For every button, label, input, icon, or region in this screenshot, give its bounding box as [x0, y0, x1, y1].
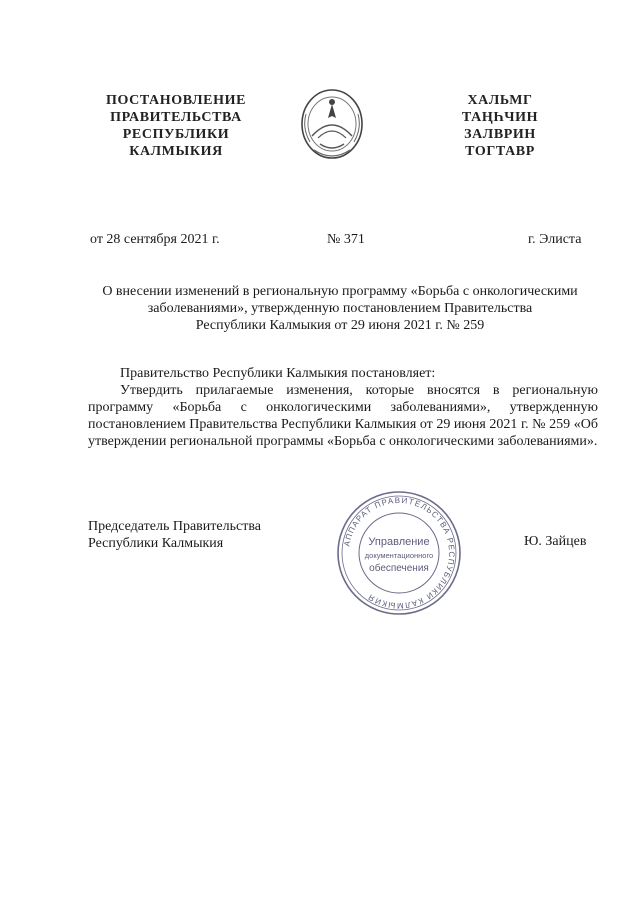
signer-title-line: Председатель Правительства	[88, 519, 261, 534]
header-left-line: РЕСПУБЛИКИ	[122, 127, 230, 142]
header-left-line: ПРАВИТЕЛЬСТВА	[110, 110, 242, 125]
official-stamp-icon	[334, 488, 464, 618]
header-right-line: ХАЛЬМГ	[467, 93, 533, 108]
signer-name: Ю. Зайцев	[524, 534, 587, 549]
header-left-line: КАЛМЫКИЯ	[129, 144, 223, 159]
document-body	[88, 365, 598, 450]
header-right-line: ТОГТАВР	[465, 144, 535, 159]
header-left-line: ПОСТАНОВЛЕНИЕ	[105, 93, 247, 108]
document-city: г. Элиста	[528, 232, 582, 247]
subject-line: заболеваниями», утвержденную постановлением Правительства	[147, 301, 533, 316]
header-russian-title	[96, 92, 256, 160]
republic-emblem-icon	[298, 84, 366, 166]
document-number: № 371	[327, 232, 365, 247]
header-right-line: ТАҢҺЧИН	[461, 110, 539, 125]
signer-title	[88, 518, 261, 552]
header-right-line: ЗАЛВРИН	[464, 127, 536, 142]
header-kalmyk-title	[440, 92, 560, 160]
signer-title-line: Республики Калмыкия	[88, 536, 224, 551]
stamp-center-line: обеспечения	[369, 563, 429, 574]
subject-line: Республики Калмыкия от 29 июня 2021 г. № 259	[195, 318, 485, 333]
document-date: от 28 сентября 2021 г.	[90, 232, 220, 247]
stamp-center-line: документационного	[364, 551, 434, 560]
body-paragraph: Утвердить прилагаемые изменения, которые вносятся в региональную программу «Борьба с онкологическими заболеваниями», утвержденную постановлением Правительства Республики Калмыкия от 29 июня 2021 г. № 259 «Об утверждении региональной программы «Борьба с онкологическими заболеваниями».	[88, 383, 598, 449]
subject-line: О внесении изменений в региональную программу «Борьба с онкологическими	[102, 284, 578, 299]
document-subject	[80, 283, 600, 334]
body-intro: Правительство Республики Калмыкия постановляет:	[120, 366, 436, 381]
stamp-ring-text: АППАРАТ ПРАВИТЕЛЬСТВА РЕСПУБЛИКИ КАЛМЫКИЯ	[342, 495, 457, 611]
stamp-center-line: Управление	[368, 536, 430, 548]
